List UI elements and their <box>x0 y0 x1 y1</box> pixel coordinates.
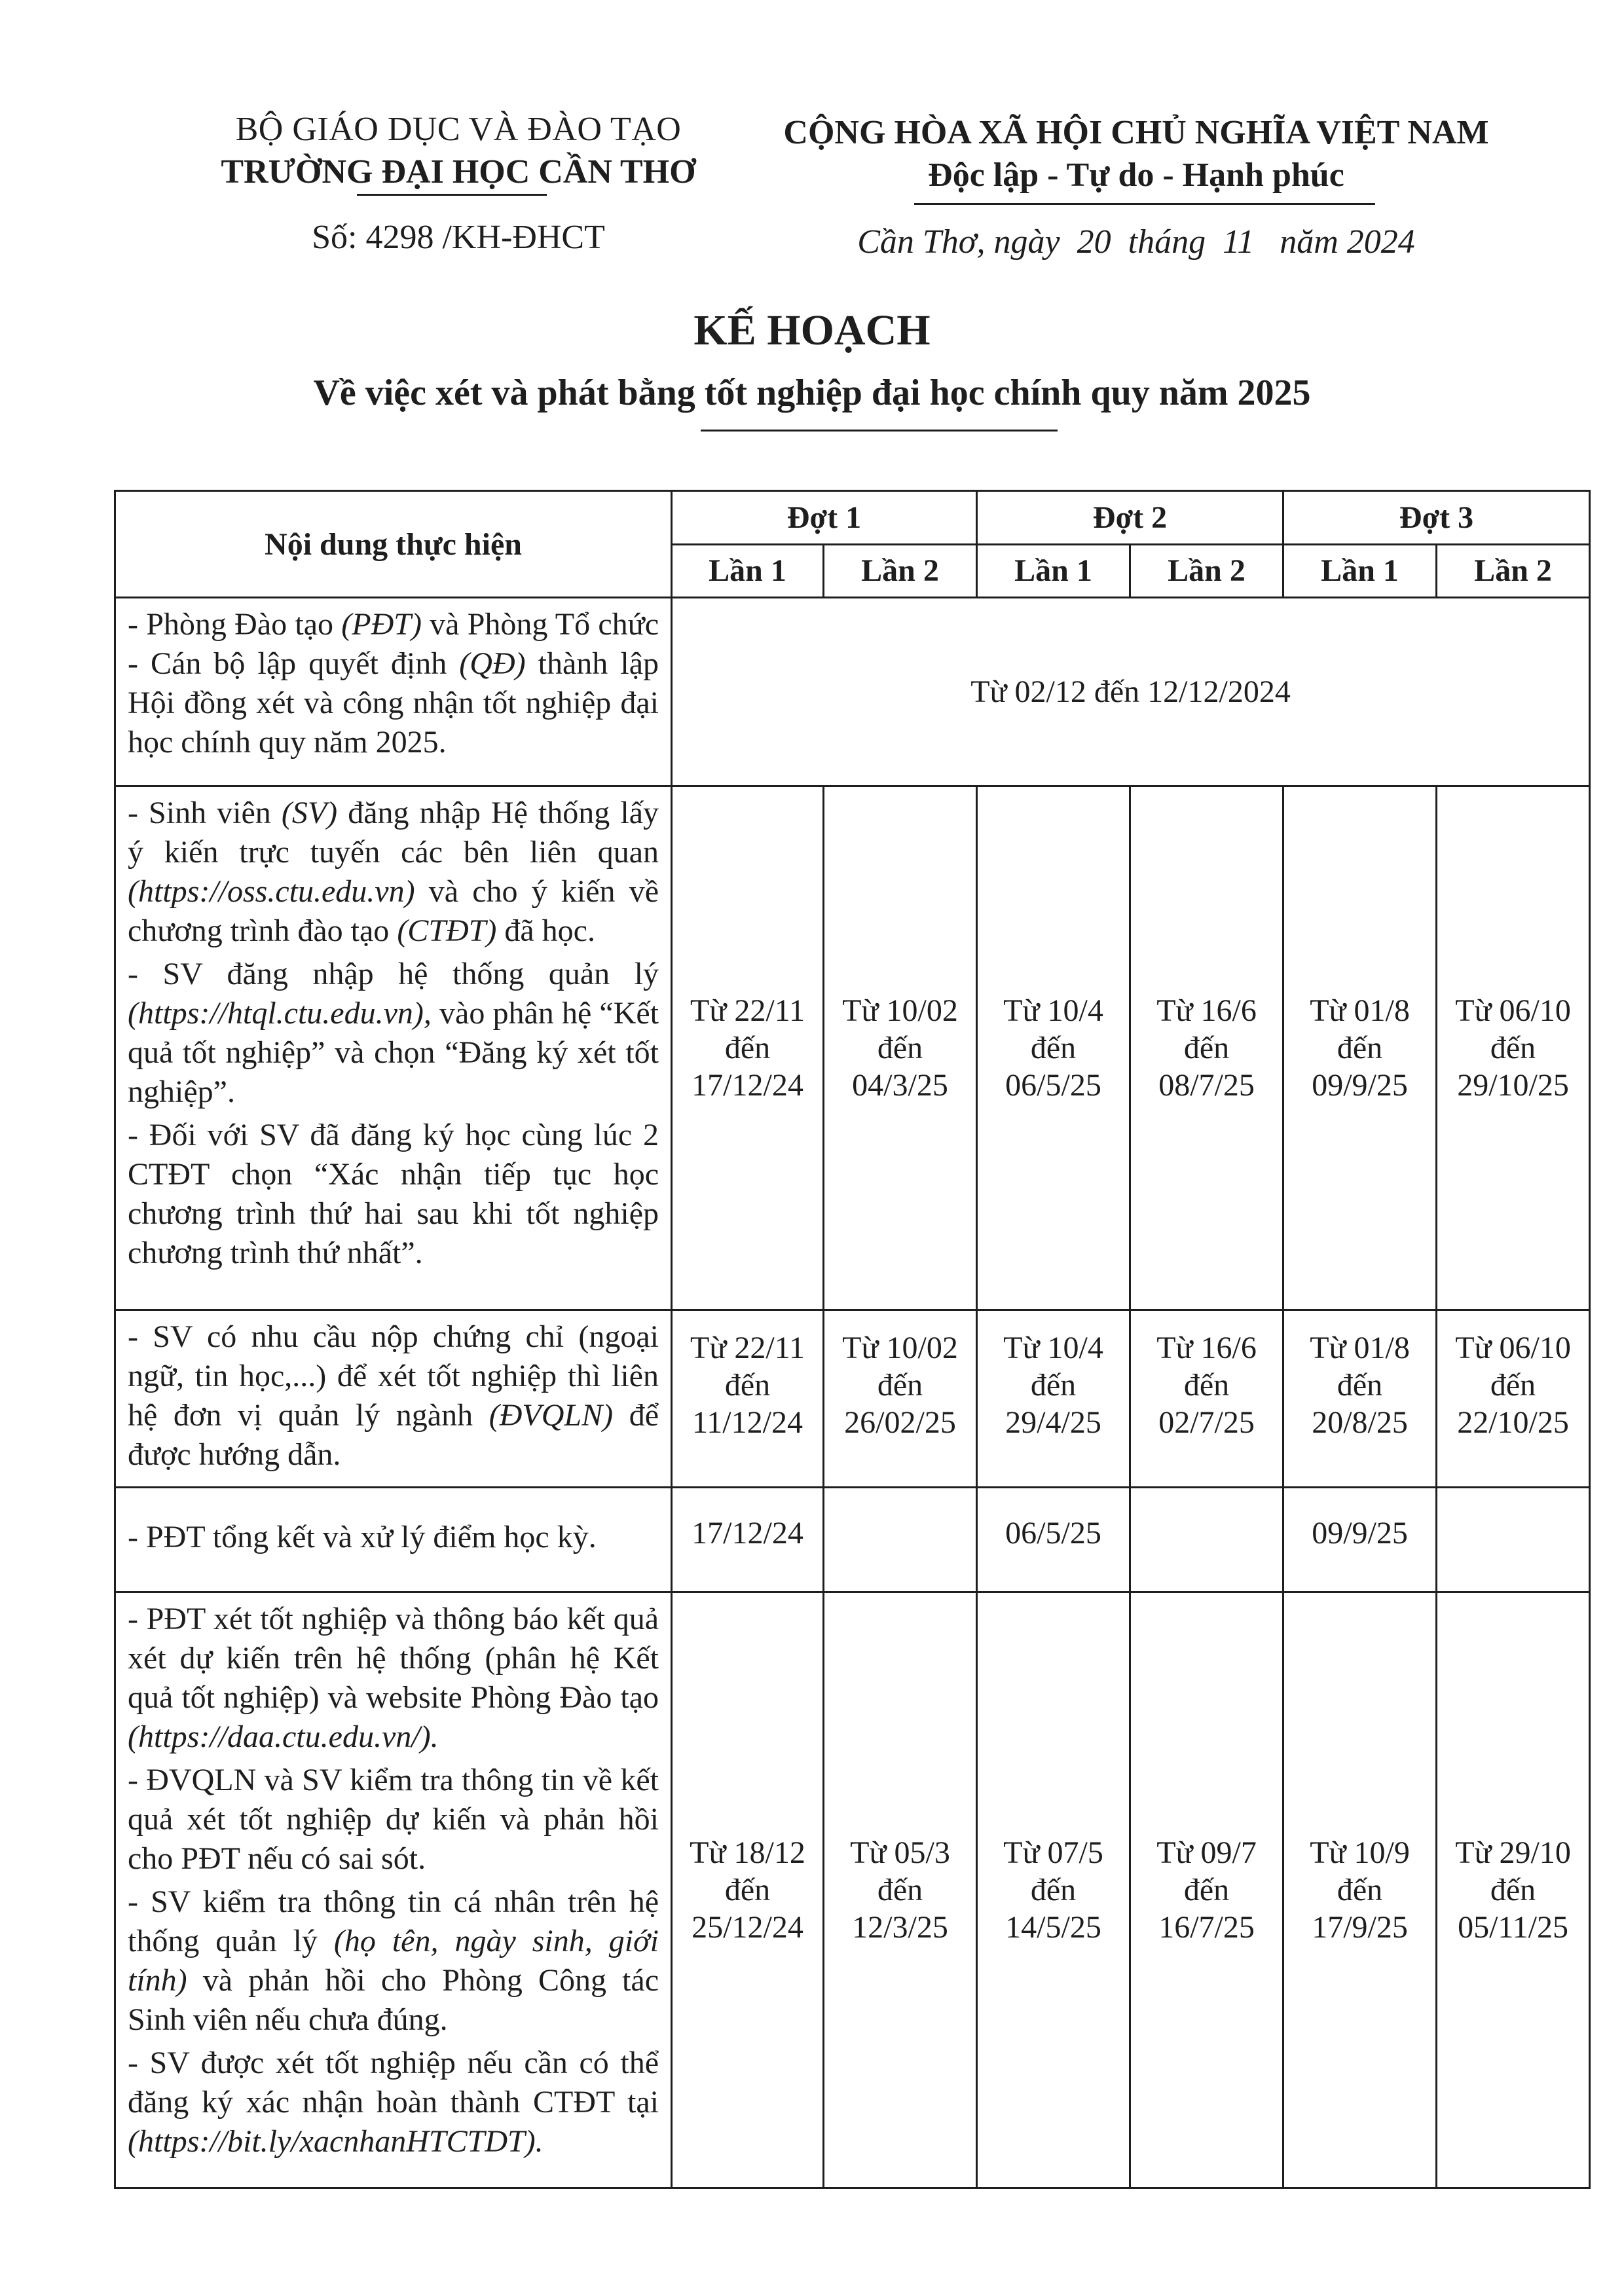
date-connector: đến <box>1030 1368 1077 1403</box>
issue-date <box>753 221 1519 263</box>
date-to: 09/9/25 <box>1312 1068 1408 1103</box>
document-subtitle: Về việc xét và phát bằng tốt nghiệp đại học chính quy năm 2025 <box>313 373 1311 413</box>
date-connector: đến <box>1337 1873 1383 1907</box>
date-to: 17/9/25 <box>1312 1910 1408 1945</box>
subtitle-underline <box>701 430 1058 431</box>
date-cell <box>1130 1592 1283 2188</box>
column-header-dot1-lan2: Lần 2 <box>824 544 977 598</box>
table-row <box>115 598 1590 786</box>
content-italic: (QĐ) <box>459 646 526 681</box>
date-connector: đến <box>1183 1031 1230 1065</box>
content-text: và cho ý kiến về chương trình đào tạo <box>128 874 659 948</box>
content-text: - SV kiểm tra thông tin cá nhân trên hệ thống quản lý <box>128 1884 659 1958</box>
content-text: đã học. <box>496 913 595 948</box>
date-connector: đến <box>877 1031 923 1065</box>
date-to: 06/5/25 <box>1005 1068 1101 1103</box>
date-connector: đến <box>877 1873 923 1907</box>
content-paragraph <box>128 1317 659 1475</box>
date-to: 02/7/25 <box>1158 1405 1255 1440</box>
content-italic: (CTĐT) <box>397 913 497 948</box>
date-to: 08/7/25 <box>1158 1068 1255 1103</box>
ministry-name: BỘ GIÁO DỤC VÀ ĐÀO TẠO <box>235 111 682 148</box>
date-to: 22/10/25 <box>1457 1405 1569 1440</box>
date-to: 12/3/25 <box>852 1910 948 1945</box>
date-from: Từ 10/4 <box>1003 993 1103 1028</box>
date-cell <box>1437 786 1590 1310</box>
date-from: Từ 29/10 <box>1455 1835 1571 1870</box>
date-cell: 06/5/25 <box>977 1488 1130 1592</box>
content-text: và Phòng Tổ chức - Cán bộ lập quyết định <box>128 607 659 681</box>
document-number: Số: 4298 /KH-ĐHCT <box>312 219 605 256</box>
content-cell <box>115 1488 672 1592</box>
date-cell <box>1130 1488 1283 1592</box>
motto-underline <box>914 203 1375 205</box>
country-name: CỘNG HÒA XÃ HỘI CHỦ NGHĨA VIỆT NAM <box>783 114 1489 151</box>
date-connector: đến <box>1030 1873 1077 1907</box>
date-from: Từ 10/02 <box>842 993 958 1028</box>
date-from: Từ 16/6 <box>1156 993 1257 1028</box>
content-paragraph <box>128 1882 659 2040</box>
content-paragraph <box>128 2044 659 2161</box>
content-text: - Phòng Đào tạo <box>128 607 342 642</box>
date-from: Từ 06/10 <box>1455 1331 1571 1365</box>
date-to: 11/12/24 <box>692 1405 803 1440</box>
university-name: TRƯỜNG ĐẠI HỌC CẦN THƠ <box>221 153 696 191</box>
column-header-dot1-lan1: Lần 1 <box>672 544 824 598</box>
date-connector: đến <box>724 1368 771 1403</box>
date-connector: đến <box>1490 1873 1536 1907</box>
column-header-dot2-lan2: Lần 2 <box>1130 544 1283 598</box>
date-connector: đến <box>1337 1368 1383 1403</box>
content-text: - SV đăng nhập hệ thống quản lý <box>128 957 659 991</box>
content-text: để được hướng dẫn. <box>128 1398 659 1472</box>
content-paragraph <box>128 1761 659 1879</box>
date-from: Từ 01/8 <box>1310 993 1410 1028</box>
date-cell <box>1283 786 1437 1310</box>
content-text: - ĐVQLN và SV kiểm tra thông tin về kết quả xét tốt nghiệp dự kiến và phản hồi cho PĐT nếu có sai sót. <box>128 1763 659 1876</box>
date-connector: đến <box>1030 1031 1077 1065</box>
column-header-dot1: Đợt 1 <box>672 491 977 545</box>
column-header-content: Nội dung thực hiện <box>115 491 672 598</box>
date-connector: đến <box>724 1031 771 1065</box>
schedule-table <box>114 490 1591 2189</box>
date-from: Từ 06/10 <box>1455 993 1571 1028</box>
column-header-dot3-lan1: Lần 1 <box>1283 544 1437 598</box>
date-cell <box>1130 1310 1283 1488</box>
content-text: thành lập Hội đồng xét và công nhận tốt nghiệp đại học chính quy năm 2025. <box>128 646 659 760</box>
date-connector: đến <box>1337 1031 1383 1065</box>
date-connector: đến <box>724 1873 771 1907</box>
content-italic: (https://daa.ctu.edu.vn/). <box>128 1719 439 1754</box>
date-cell <box>824 1488 977 1592</box>
national-header <box>753 111 1519 196</box>
content-italic: (https://htql.ctu.edu.vn), <box>128 996 432 1031</box>
column-header-dot2-lan1: Lần 1 <box>977 544 1130 598</box>
content-paragraph <box>128 1600 659 1757</box>
date-cell <box>672 1310 824 1488</box>
national-motto: Độc lập - Tự do - Hạnh phúc <box>928 156 1344 194</box>
content-cell <box>115 598 672 786</box>
date-connector: đến <box>1183 1873 1230 1907</box>
content-text: - PĐT tổng kết và xử lý điểm học kỳ. <box>128 1519 597 1554</box>
date-to: 05/11/25 <box>1458 1910 1568 1945</box>
date-cell <box>824 1310 977 1488</box>
date-to: 04/3/25 <box>852 1068 948 1103</box>
date-connector: đến <box>1490 1031 1536 1065</box>
date-cell <box>1283 1310 1437 1488</box>
date-to: 26/02/25 <box>844 1405 956 1440</box>
date-from: Từ 22/11 <box>690 993 805 1028</box>
content-cell <box>115 1592 672 2188</box>
date-cell <box>977 786 1130 1310</box>
content-paragraph <box>128 955 659 1112</box>
table-row <box>115 1488 1590 1592</box>
content-text: - Đối với SV đã đăng ký học cùng lúc 2 CTĐT chọn “Xác nhận tiếp tục học chương trình thứ hai sau khi tốt nghiệp chương trình thứ nhất”. <box>128 1118 659 1270</box>
content-paragraph <box>128 1116 659 1273</box>
content-paragraph <box>128 1518 659 1557</box>
table-row <box>115 786 1590 1310</box>
date-from: Từ 18/12 <box>690 1835 805 1870</box>
university-underline <box>357 194 547 196</box>
content-italic: (họ tên, ngày sinh, giới tính) <box>128 1924 659 1998</box>
table-row <box>115 1310 1590 1488</box>
date-cell: 17/12/24 <box>672 1488 824 1592</box>
date-to: 20/8/25 <box>1312 1405 1408 1440</box>
content-italic: (https://bit.ly/xacnhanHTCTDT). <box>128 2124 544 2159</box>
date-to: 25/12/24 <box>692 1910 803 1945</box>
date-from: Từ 05/3 <box>850 1835 950 1870</box>
content-italic: (ĐVQLN) <box>489 1398 614 1433</box>
column-header-dot2: Đợt 2 <box>977 491 1283 545</box>
date-connector: đến <box>1183 1368 1230 1403</box>
date-to: 29/10/25 <box>1457 1068 1569 1103</box>
date-cell <box>1283 1592 1437 2188</box>
content-text: - Sinh viên <box>128 796 282 830</box>
date-from: Từ 10/02 <box>842 1331 958 1365</box>
date-to: 29/4/25 <box>1005 1405 1101 1440</box>
content-text: và phản hồi cho Phòng Công tác Sinh viên nếu chưa đúng. <box>128 1963 659 2037</box>
date-from: Từ 07/5 <box>1003 1835 1103 1870</box>
content-italic: (PĐT) <box>341 607 422 642</box>
date-cell <box>1130 786 1283 1310</box>
issue-date-text: Cần Thơ, ngày 20 tháng 11 năm 2024 <box>857 223 1415 261</box>
date-cell <box>672 1592 824 2188</box>
date-cell <box>1437 1592 1590 2188</box>
date-to: 17/12/24 <box>692 1068 803 1103</box>
content-cell <box>115 786 672 1310</box>
date-from: Từ 10/9 <box>1310 1835 1410 1870</box>
date-connector: đến <box>877 1368 923 1403</box>
date-from: Từ 10/4 <box>1003 1331 1103 1365</box>
merged-date-cell: Từ 02/12 đến 12/12/2024 <box>672 598 1590 786</box>
content-text: vào phân hệ “Kết quả tốt nghiệp” và chọn “Đăng ký xét tốt nghiệp”. <box>128 996 659 1109</box>
date-connector: đến <box>1490 1368 1536 1403</box>
date-from: Từ 01/8 <box>1310 1331 1410 1365</box>
content-text: - SV được xét tốt nghiệp nếu cần có thể đăng ký xác nhận hoàn thành CTĐT tại <box>128 2046 659 2120</box>
content-text: đăng nhập Hệ thống lấy ý kiến trực tuyến các bên liên quan <box>128 796 659 870</box>
date-to: 16/7/25 <box>1158 1910 1255 1945</box>
content-cell <box>115 1310 672 1488</box>
issuer-block <box>164 108 753 259</box>
date-cell <box>824 786 977 1310</box>
content-italic: (SV) <box>281 796 338 830</box>
date-from: Từ 22/11 <box>690 1331 805 1365</box>
date-cell <box>977 1310 1130 1488</box>
content-paragraph <box>128 605 659 762</box>
table-row <box>115 1592 1590 2188</box>
date-from: Từ 09/7 <box>1156 1835 1257 1870</box>
content-text: - PĐT xét tốt nghiệp và thông báo kết quả xét dự kiến trên hệ thống (phân hệ Kết quả tốt nghiệp) và website Phòng Đào tạo <box>128 1602 659 1715</box>
content-paragraph <box>128 794 659 951</box>
date-cell <box>1437 1310 1590 1488</box>
date-cell <box>824 1592 977 2188</box>
content-italic: (https://oss.ctu.edu.vn) <box>128 874 415 909</box>
column-header-dot3-lan2: Lần 2 <box>1437 544 1590 598</box>
date-cell <box>672 786 824 1310</box>
date-cell <box>977 1592 1130 2188</box>
document-title: KẾ HOẠCH <box>693 306 931 354</box>
content-text: - SV có nhu cầu nộp chứng chỉ (ngoại ngữ, tin học,...) để xét tốt nghiệp thì liên hệ đơn vị quản lý ngành <box>128 1319 659 1433</box>
date-to: 14/5/25 <box>1005 1910 1101 1945</box>
date-cell <box>1437 1488 1590 1592</box>
date-from: Từ 16/6 <box>1156 1331 1257 1365</box>
date-cell: 09/9/25 <box>1283 1488 1437 1592</box>
column-header-dot3: Đợt 3 <box>1283 491 1590 545</box>
